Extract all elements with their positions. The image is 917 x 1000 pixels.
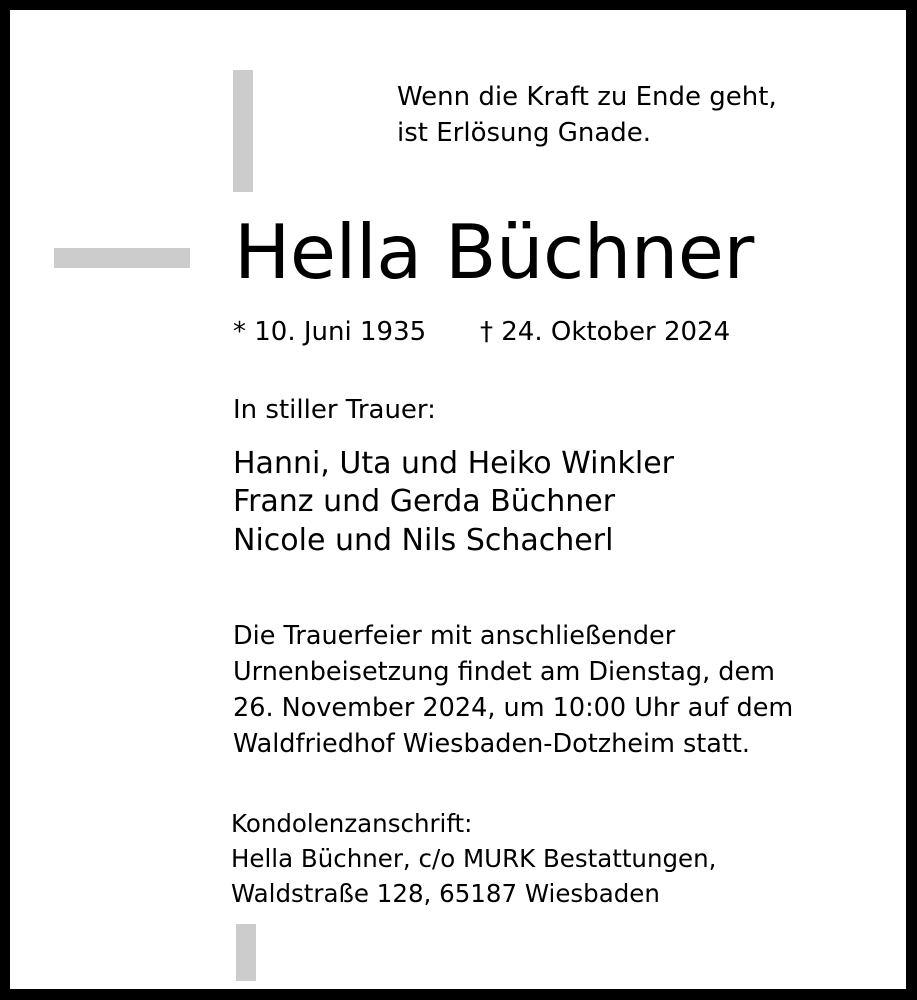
condolence-line: Waldstraße 128, 65187 Wiesbaden <box>231 879 660 908</box>
deceased-name: Hella Büchner <box>234 208 754 296</box>
mourner: Nicole und Nils Schacherl <box>233 523 614 558</box>
life-dates <box>233 319 833 345</box>
condolence-line: Hella Büchner, c/o MURK Bestattungen, <box>231 844 717 873</box>
funeral-info-line: Urnenbeisetzung findet am Dienstag, dem <box>233 657 776 687</box>
birth-date: * 10. Juni 1935 <box>233 317 427 347</box>
cross-top-bar-decoration <box>233 70 253 192</box>
quote-line: Wenn die Kraft zu Ende geht, <box>397 82 777 112</box>
cross-left-bar-decoration <box>54 248 190 268</box>
funeral-info-line: Waldfriedhof Wiesbaden-Dotzheim statt. <box>233 729 751 759</box>
cross-bottom-bar-decoration <box>236 924 256 981</box>
condolence-heading: Kondolenzanschrift: <box>231 809 473 838</box>
funeral-info-line: Die Trauerfeier mit anschließender <box>233 621 676 651</box>
mourner: Franz und Gerda Büchner <box>233 484 616 519</box>
obituary-notice <box>10 10 906 989</box>
death-date: † 24. Oktober 2024 <box>480 317 731 347</box>
mourner: Hanni, Uta und Heiko Winkler <box>233 446 675 481</box>
funeral-info-line: 26. November 2024, um 10:00 Uhr auf dem <box>233 693 794 723</box>
quote-line: ist Erlösung Gnade. <box>397 118 652 148</box>
mourning-intro: In stiller Trauer: <box>233 395 436 425</box>
